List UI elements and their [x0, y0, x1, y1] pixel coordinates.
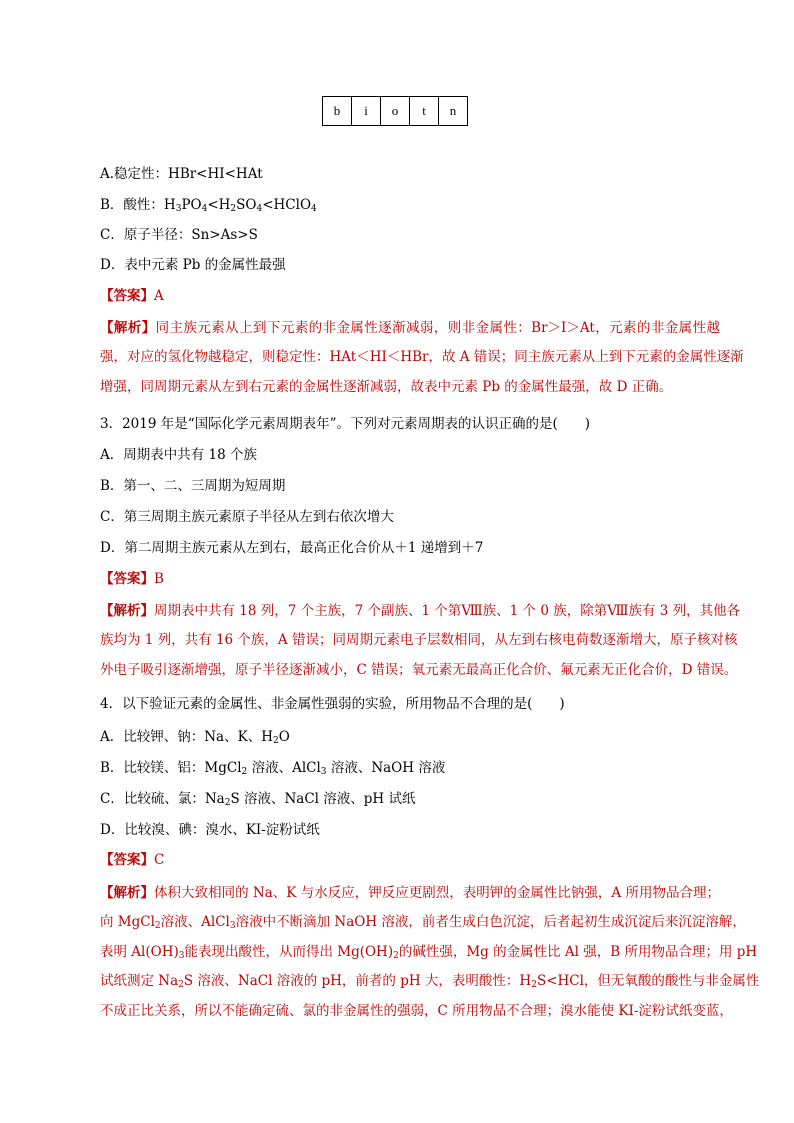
q3-option-b: B．第一、二、三周期为短周期 [100, 478, 286, 494]
element-cell: t [410, 97, 439, 126]
element-cell: i [352, 97, 381, 126]
q4-option-c: C．比较硫、氯：$Na_2S$ 溶液、NaCl 溶液、pH 试纸 [100, 791, 416, 808]
q4-option-d: D．比较溴、碘：溴水、KI-淀粉试纸 [100, 822, 320, 838]
q2-option-d: D．表中元素 Pb 的金属性最强 [100, 257, 286, 273]
q4-option-a: A．比较钾、钠：Na、K、$H_2O$ [100, 729, 290, 746]
q3-answer: 【答案】B [100, 571, 164, 587]
q3-option-a: A．周期表中共有 18 个族 [100, 447, 258, 463]
q3-option-c: C．第三周期主族元素原子半径从左到右依次增大 [100, 509, 394, 525]
q4-analysis: 【解析】体积大致相同的 Na、K 与水反应，钾反应更剧烈，表明钾的金属性比钠强，A 所用物品合理； 向 MgCl$_2$溶液、AlCl$_3$溶液中不断滴加 NaOH 溶液，前者生成白色沉淀，后者起初生成沉淀后来沉淀溶解， 表明 $Al(OH)_3$能表现出酸性，从而得出 $Mg(OH)_2$的碱性强，Mg 的金属性比 Al 强，B 所用物品合理；用 pH 试纸测定 $Na_2S$ 溶液、NaCl 溶液的 pH，前者的 pH 大，表明酸性：$H_2S<HCl$，但无氧酸的酸性与非金属性 不成正比关系，所以不能确定硫、氯的非金属性的强弱，C 所用物品不合理；溴水能使 KI-淀粉试纸变蓝， [100, 885, 760, 1019]
q2-analysis: 【解析】同主族元素从上到下元素的非金属性逐渐减弱，则非金属性：Br＞I＞At，元素的非金属性越 强，对应的氢化物越稳定，则稳定性：HAt＜HI＜HBr，故 A 错误；同主族元素从上到下元素的金属性逐渐 增强，同周期元素从左到右元素的金属性逐渐减弱，故表中元素 Pb 的金属性最强，故 D 正确。 [100, 320, 744, 395]
element-cell: n [439, 97, 468, 126]
q2-option-c: C．原子半径：Sn>As>S [100, 227, 258, 243]
q2-option-a: A.稳定性：HBr<HI<HAt [100, 166, 263, 182]
q3-stem: 3．2019 年是“国际化学元素周期表年”。下列对元素周期表的认识正确的是( ) [100, 416, 591, 432]
q3-analysis: 【解析】周期表中共有 18 列，7 个主族，7 个副族、1 个第Ⅷ族、1 个 0 族，除第Ⅷ族有 3 列，其他各 族均为 1 列，共有 16 个族，A 错误；同周期元素电子层数相同，从左到右核电荷数逐渐增大，原子核对核 外电子吸引逐渐增强，原子半径逐渐减小，C 错误；氧元素无最高正化合价、氟元素无正化合价，D 错误。 [100, 603, 741, 678]
q3-option-d: D．第二周期主族元素从左到右，最高正化合价从＋1 递增到＋7 [100, 540, 484, 556]
q4-option-b: B．比较镁、铝：MgCl$_2$ 溶液、AlCl$_3$ 溶液、NaOH 溶液 [100, 760, 446, 777]
q2-option-b: B．酸性：$H_3PO_4<H_2SO_4<HClO_4$ [100, 197, 317, 214]
element-row [323, 97, 468, 126]
element-cell: o [381, 97, 410, 126]
q4-answer: 【答案】C [100, 852, 165, 868]
q2-answer: 【答案】A [100, 288, 164, 304]
q4-stem: 4．以下验证元素的金属性、非金属性强弱的实验，所用物品不合理的是( ) [100, 696, 565, 712]
element-cell: b [323, 97, 352, 126]
element-table [322, 96, 468, 126]
